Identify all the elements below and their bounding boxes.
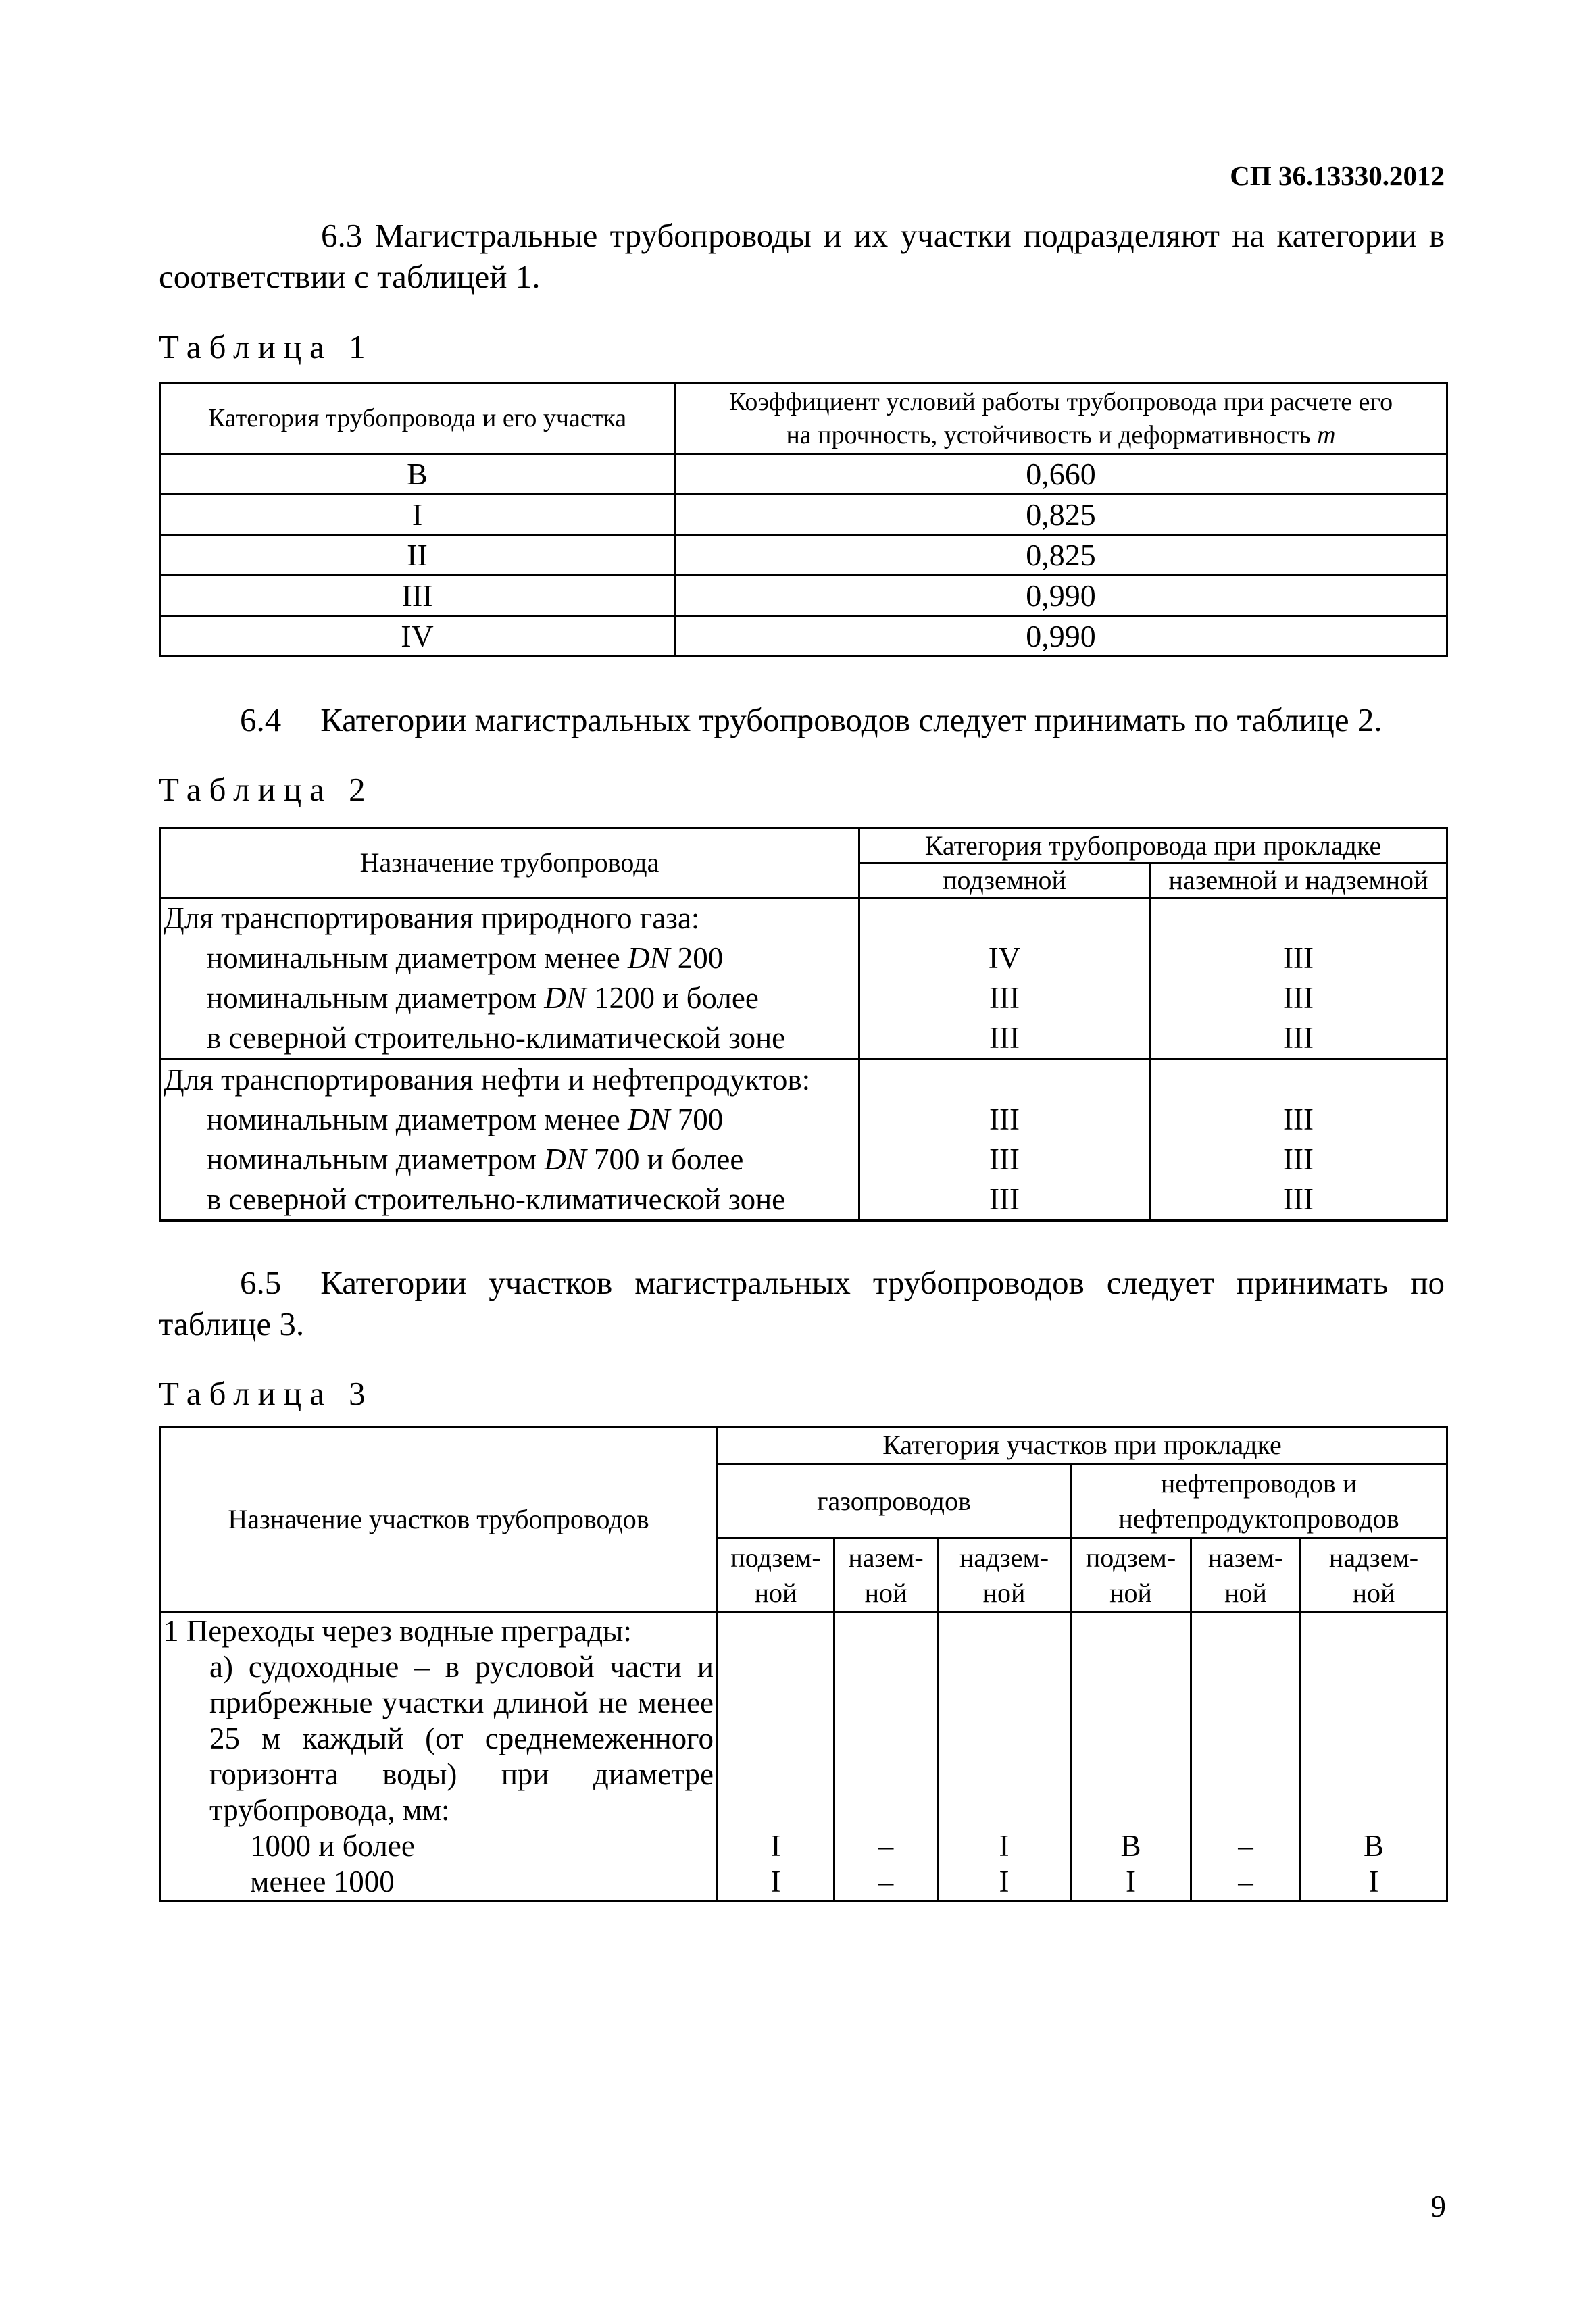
t2-header-purpose: Назначение трубопровода	[160, 828, 859, 898]
t3-header-oil	[1071, 1464, 1447, 1538]
t1-header-category: Категория трубопровода и его участка	[160, 384, 675, 454]
t2-value: III	[989, 1182, 1020, 1216]
t3-subheader: подзем- ной	[718, 1538, 834, 1613]
t1-cell-coefficient: 0,990	[675, 616, 1447, 657]
t3-value: –	[1238, 1865, 1253, 1898]
t2-value: III	[989, 1142, 1020, 1176]
t2-item: в северной строительно-климатической зоне	[207, 1021, 786, 1055]
t3-subheader: надзем- ной	[1301, 1538, 1447, 1613]
t1-cell-category: III	[160, 576, 675, 616]
t3-desc-line: горизонта воды) при диаметре	[209, 1757, 714, 1791]
t3-value: –	[1238, 1829, 1253, 1863]
t3-header-purpose: Назначение участков трубопроводов	[160, 1427, 718, 1613]
t2-value: III	[989, 981, 1020, 1015]
t3-header-oil-line1: нефтепроводов и	[1160, 1467, 1357, 1499]
t3-subheader: назем- ной	[834, 1538, 938, 1613]
paragraph-number: 6.3	[321, 217, 363, 254]
page-number: 9	[1430, 2190, 1446, 2223]
table-2	[159, 827, 1448, 1222]
t2-value: III	[1283, 981, 1314, 1015]
t2-value: III	[1283, 1103, 1314, 1136]
table-3	[159, 1426, 1448, 1902]
t2-value: IV	[988, 941, 1021, 975]
paragraph-text: Магистральные трубопроводы и их участки подразделяют на категории в соответствии с таблицей 1.	[159, 217, 1445, 295]
t2-header-underground: подземной	[859, 863, 1150, 898]
t3-row-water-crossings	[160, 1613, 718, 1901]
t2-value: III	[1283, 1142, 1314, 1176]
t3-col-values	[1071, 1613, 1191, 1901]
t3-desc-line: трубопровода, мм:	[209, 1793, 450, 1827]
paragraph-6-5	[159, 1262, 1445, 1344]
t3-col-values	[938, 1613, 1071, 1901]
t2-value: III	[989, 1021, 1020, 1055]
t2-underground-values	[859, 1059, 1150, 1221]
t3-value: I	[999, 1865, 1009, 1898]
t2-group-oil	[160, 1059, 859, 1221]
t3-subheader: назем- ной	[1191, 1538, 1301, 1613]
t1-cell-coefficient: 0,660	[675, 454, 1447, 495]
t1-cell-category: I	[160, 495, 675, 535]
t2-group-gas	[160, 898, 859, 1059]
t3-row-title: 1 Переходы через водные преграды:	[164, 1614, 632, 1648]
t2-value: III	[989, 1103, 1020, 1136]
t2-item: номинальным диаметром менее DN 700	[207, 1103, 724, 1136]
t2-group-title: Для транспортирования природного газа:	[164, 901, 700, 935]
t3-row-label: менее 1000	[250, 1865, 395, 1898]
t3-value: В	[1363, 1829, 1384, 1863]
t2-item: в северной строительно-климатической зоне	[207, 1182, 786, 1216]
table-1-caption: Таблица 1	[159, 328, 374, 366]
paragraph-6-3	[159, 215, 1445, 297]
t2-header-aboveground: наземной и надземной	[1150, 863, 1447, 898]
t3-value: I	[1368, 1865, 1379, 1898]
t1-header-coef-symbol: m	[1317, 420, 1336, 449]
t2-value: III	[1283, 941, 1314, 975]
t3-header-gas: газопроводов	[718, 1464, 1071, 1538]
paragraph-6-4	[159, 699, 1445, 740]
t3-subheader: подзем- ной	[1071, 1538, 1191, 1613]
t3-header-category: Категория участков при прокладке	[718, 1427, 1447, 1464]
t2-item: номинальным диаметром DN 700 и более	[207, 1142, 744, 1176]
t3-desc-line: прибрежные участки длиной не менее	[209, 1686, 714, 1719]
t2-group-title: Для транспортирования нефти и нефтепродуктов:	[164, 1063, 811, 1097]
t2-header-category: Категория трубопровода при прокладке	[859, 828, 1447, 863]
t1-cell-category: II	[160, 535, 675, 576]
t3-desc-line: 25 м каждый (от среднемеженного	[209, 1721, 714, 1755]
t3-value: I	[999, 1829, 1009, 1863]
t2-item: номинальным диаметром менее DN 200	[207, 941, 724, 975]
t3-value: В	[1120, 1829, 1141, 1863]
t3-row-label: 1000 и более	[250, 1829, 415, 1863]
t3-col-values	[1191, 1613, 1301, 1901]
t1-header-coefficient	[675, 384, 1447, 454]
t2-aboveground-values	[1150, 1059, 1447, 1221]
t3-col-values	[834, 1613, 938, 1901]
t1-cell-coefficient: 0,825	[675, 535, 1447, 576]
t2-value: III	[1283, 1182, 1314, 1216]
t2-underground-values	[859, 898, 1150, 1059]
t3-value: I	[770, 1865, 781, 1898]
t1-cell-category: IV	[160, 616, 675, 657]
t3-subheader: надзем- ной	[938, 1538, 1071, 1613]
t2-aboveground-values	[1150, 898, 1447, 1059]
t3-value: I	[1126, 1865, 1136, 1898]
paragraph-text: Категории магистральных трубопроводов следует принимать по таблице 2.	[320, 701, 1382, 738]
t1-cell-category: В	[160, 454, 675, 495]
table-2-caption: Таблица 2	[159, 771, 374, 808]
t3-value: –	[878, 1865, 894, 1898]
t2-value: III	[1283, 1021, 1314, 1055]
document-code: СП 36.13330.2012	[1230, 160, 1445, 191]
table-1	[159, 382, 1448, 657]
t1-header-coef-line1: Коэффициент условий работы трубопровода при расчете его	[728, 387, 1393, 416]
t1-header-coef-line2: на прочность, устойчивость и деформативность	[786, 420, 1311, 449]
t3-header-oil-line2: нефтепродуктопроводов	[1118, 1503, 1399, 1534]
t1-cell-coefficient: 0,825	[675, 495, 1447, 535]
t3-col-values	[1301, 1613, 1447, 1901]
t3-value: –	[878, 1829, 894, 1863]
table-3-caption: Таблица 3	[159, 1375, 374, 1412]
paragraph-number: 6.4	[240, 701, 282, 738]
t3-desc-line: а) судоходные – в русловой части и	[209, 1650, 714, 1684]
paragraph-text: Категории участков магистральных трубопроводов следует принимать по таблице 3.	[159, 1264, 1445, 1342]
paragraph-number: 6.5	[240, 1264, 282, 1301]
t2-item: номинальным диаметром DN 1200 и более	[207, 981, 759, 1015]
t3-value: I	[770, 1829, 781, 1863]
t3-col-values	[718, 1613, 834, 1901]
t1-cell-coefficient: 0,990	[675, 576, 1447, 616]
